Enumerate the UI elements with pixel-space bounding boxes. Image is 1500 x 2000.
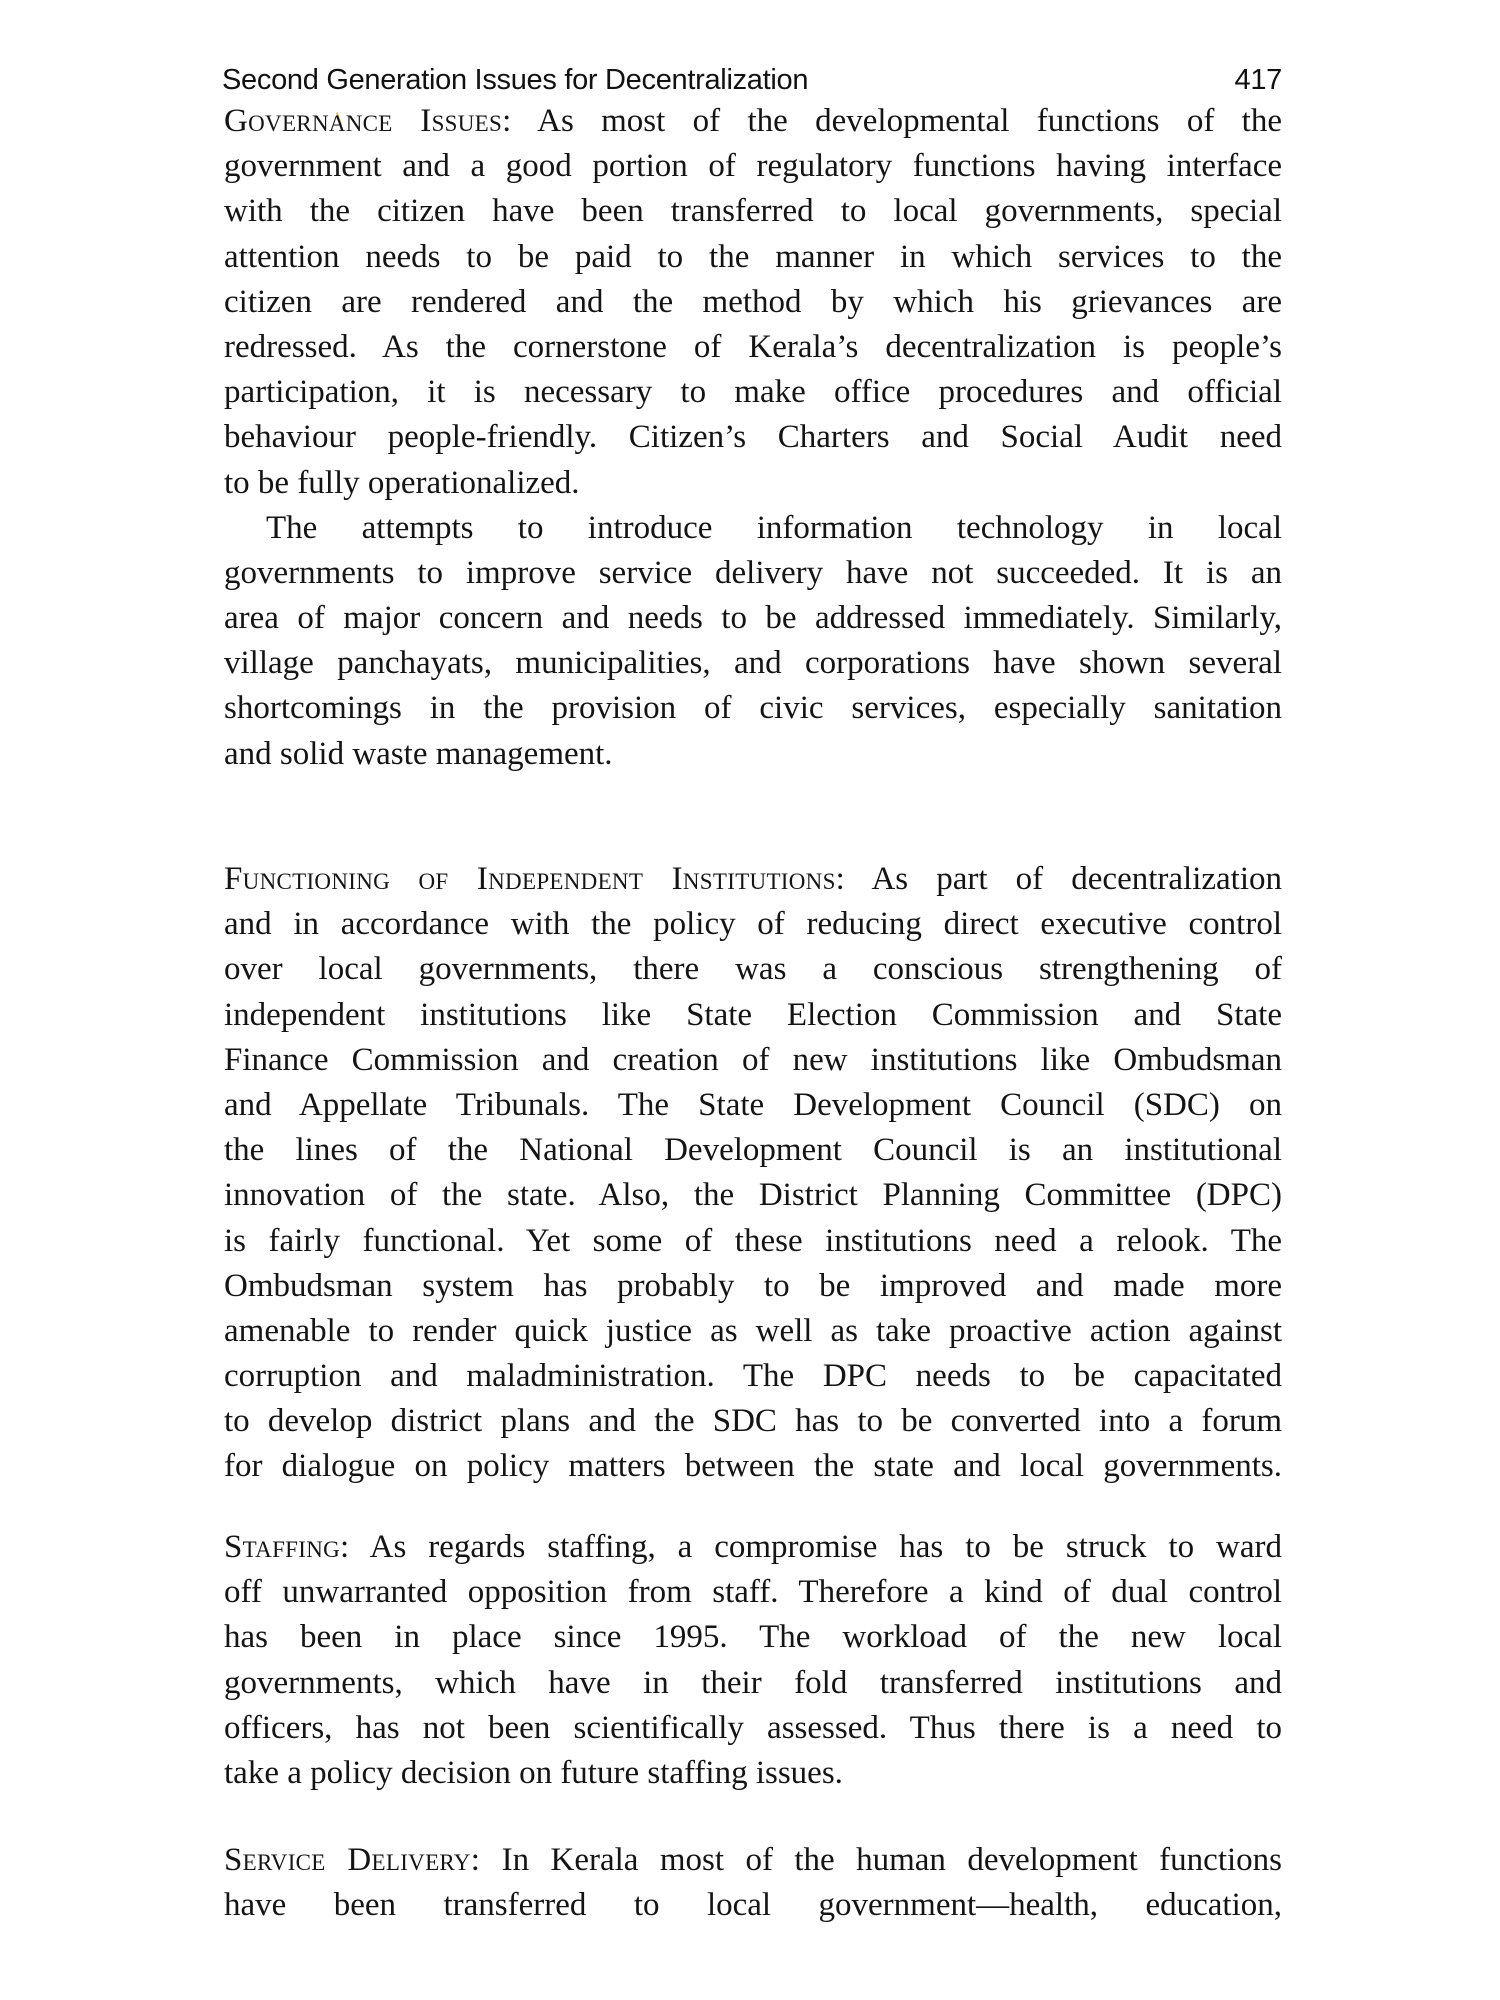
text-line: with the citizen have been transferred to local governments, special [224,193,1282,230]
section-heading: Service Delivery: [224,1842,481,1878]
text-line: Service Delivery: In Kerala most of the human development functions [224,1842,1283,1878]
text-line: government and a good portion of regulatory functions having interface [224,148,1282,185]
running-title: Second Generation Issues for Decentralization [222,64,809,96]
text-line: have been transferred to local government—health, education, [224,1887,1282,1924]
section-heading: Governance Issues: [224,103,512,139]
paragraph [224,1838,1282,1928]
section-heading: Functioning of Independent Institutions: [224,861,846,897]
text-line: to be fully operationalized. [224,464,580,501]
text-line: the lines of the National Development Council is an institutional [224,1132,1282,1169]
text-line: corruption and maladministration. The DPC needs to be capacitated [224,1358,1282,1395]
text-line: over local governments, there was a conscious strengthening of [224,951,1282,988]
text-line: and in accordance with the policy of reducing direct executive control [224,906,1282,943]
text-line: area of major concern and needs to be addressed immediately. Similarly, [224,600,1282,637]
text-line: governments, which have in their fold transferred institutions and [224,1664,1282,1701]
text-line: village panchayats, municipalities, and corporations have shown several [224,645,1282,682]
section-governance-issues [224,99,1282,777]
paragraph [224,99,1282,506]
text-line: Finance Commission and creation of new institutions like Ombudsman [224,1041,1282,1078]
text-line: amenable to render quick justice as well as take proactive action against [224,1312,1282,1349]
section-staffing [224,1525,1282,1796]
text-line: Staffing: As regards staffing, a compromise has to be struck to ward [224,1529,1282,1565]
text-line: off unwarranted opposition from staff. Therefore a kind of dual control [224,1574,1282,1611]
section-service-delivery [224,1838,1282,1928]
paragraph [224,857,1282,1490]
paragraph [224,1525,1282,1796]
section-heading: Staffing: [224,1529,350,1565]
text-line: take a policy decision on future staffing issues. [224,1754,843,1791]
text-line: attention needs to be paid to the manner in which services to the [224,238,1282,275]
text-line: independent institutions like State Election Commission and State [224,996,1282,1033]
text-line: is fairly functional. Yet some of these institutions need a relook. The [224,1222,1282,1259]
text-line: The attempts to introduce information technology in local [266,509,1282,546]
text-line: behaviour people-friendly. Citizen’s Charters and Social Audit need [224,419,1282,456]
text-line: governments to improve service delivery have not succeeded. It is an [224,554,1282,591]
text-line: Functioning of Independent Institutions: As part of decentralization [224,861,1282,897]
text-line: officers, has not been scientifically assessed. Thus there is a need to [224,1709,1282,1746]
text-line: for dialogue on policy matters between the state and local governments. [224,1448,1282,1485]
text-line: Ombudsman system has probably to be improved and made more [224,1267,1282,1304]
text-line: and solid waste management. [224,735,613,772]
text-line: Governance Issues: As most of the developmental functions of the [224,103,1282,139]
page-number: 417 [1234,64,1282,96]
paragraph [224,506,1282,777]
text-line: participation, it is necessary to make office procedures and official [224,374,1282,411]
section-independent-institutions [224,857,1282,1490]
text-line: has been in place since 1995. The workload of the new local [224,1619,1282,1656]
text-line: citizen are rendered and the method by which his grievances are [224,283,1282,320]
text-line: redressed. As the cornerstone of Kerala’s decentralization is people’s [224,328,1282,365]
text-line: innovation of the state. Also, the District Planning Committee (DPC) [224,1177,1282,1214]
text-line: to develop district plans and the SDC has to be converted into a forum [224,1403,1282,1440]
text-line: and Appellate Tribunals. The State Development Council (SDC) on [224,1086,1282,1123]
text-line: shortcomings in the provision of civic services, especially sanitation [224,690,1282,727]
